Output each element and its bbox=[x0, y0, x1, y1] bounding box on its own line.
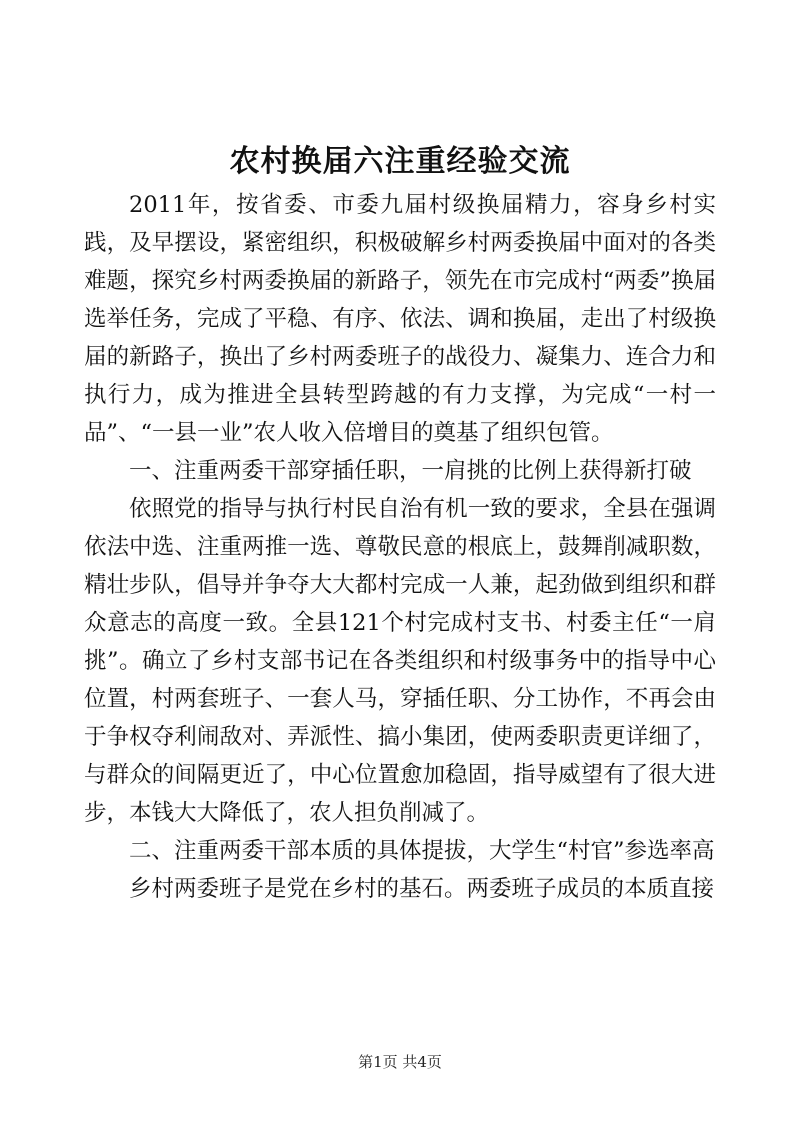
paragraph-section-2: 乡村两委班子是党在乡村的基石。两委班子成员的本质直接 bbox=[129, 876, 715, 902]
section-heading-1: 一、注重两委干部穿插任职，一肩挑的比例上获得新打破 bbox=[129, 458, 692, 484]
section-heading-2: 二、注重两委干部本质的具体提拔，大学生“村官”参选率高 bbox=[129, 838, 715, 864]
document-title: 农村换届六注重经验交流 bbox=[229, 144, 571, 179]
document-body bbox=[84, 186, 716, 908]
paragraph-section-1: 依照党的指导与执行村民自治有机一致的要求，全县在强调依法中选、注重两推一选、尊敬民意的根底上，鼓舞削减职数，精壮步队，倡导并争夺大大都村完成一人兼，起劲做到组织和群众意志的高度一致。全县121个村完成村支书、村委主任“一肩挑”。确立了乡村支部书记在各类组织和村级事务中的指导中心位置，村两套班子、一套人马，穿插任职、分工协作，不再会由于争权夺利闹敌对、弄派性、搞小集团，使两委职责更详细了，与群众的间隔更近了，中心位置愈加稳固，指导威望有了很大进步，本钱大大降低了，农人担负削减了。 bbox=[84, 496, 716, 826]
paragraph-intro: 2011年，按省委、市委九届村级换届精力，容身乡村实践，及早摆设，紧密组织，积极破解乡村两委换届中面对的各类难题，探究乡村两委换届的新路子，领先在市完成村“两委”换届选举任务，完成了平稳、有序、依法、调和换届，走出了村级换届的新路子，换出了乡村两委班子的战役力、凝集力、连合力和执行力，成为推进全县转型跨越的有力支撑，为完成“一村一品”、“一县一业”农人收入倍增目的奠基了组织包管。 bbox=[84, 192, 716, 446]
page-number-footer: 第1页 共4页 bbox=[358, 1053, 442, 1071]
